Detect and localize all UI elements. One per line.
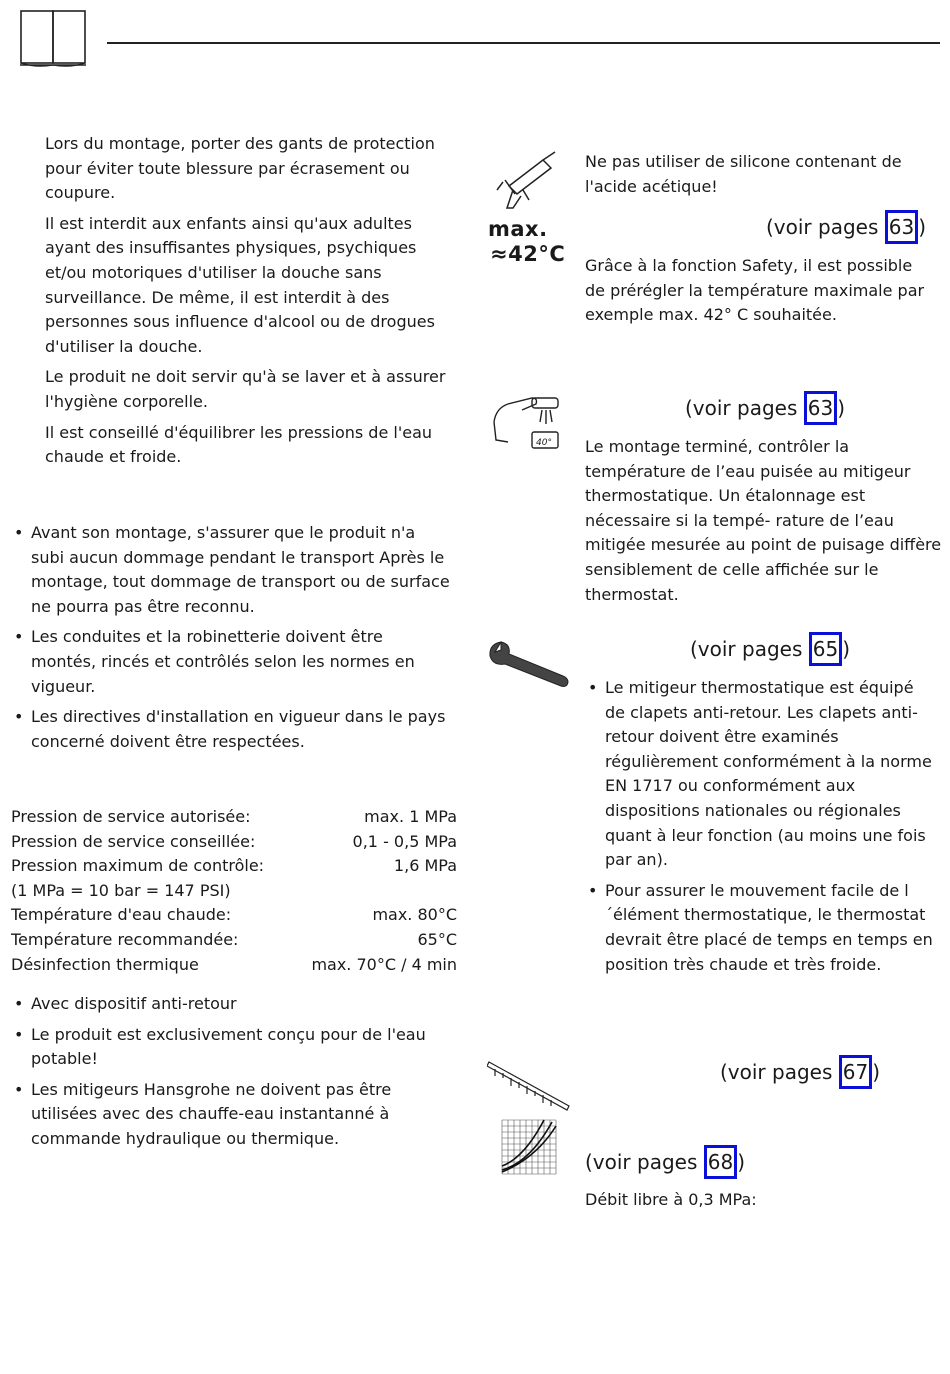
page-link[interactable]: 68 xyxy=(704,1145,737,1179)
page-reference: (voir pages 67 ) xyxy=(720,1055,880,1089)
spec-value: 1,6 MPa xyxy=(393,856,457,876)
spec-value: max. 70°C / 4 min xyxy=(311,954,457,974)
montage-bullet-list xyxy=(11,521,451,760)
silicone-warning: Ne pas utiliser de silicone contenant de l'acide acétique! xyxy=(585,152,902,196)
header-rule xyxy=(107,42,940,44)
spec-row xyxy=(11,830,457,855)
page-link[interactable]: 67 xyxy=(839,1055,872,1089)
spec-label: Désinfection thermique xyxy=(11,954,199,974)
spec-label: Pression de service conseillée: xyxy=(11,831,256,851)
spec-value: 65°C xyxy=(417,929,457,949)
spec-label: (1 MPa = 10 bar = 147 PSI) xyxy=(11,880,231,900)
wrench-icon xyxy=(487,636,571,692)
spec-row xyxy=(11,879,457,904)
safety-paragraph: Il est conseillé d'équilibrer les pressions de l'eau chaude et froide. xyxy=(45,422,433,467)
page-link[interactable]: 63 xyxy=(804,391,837,425)
safety-paragraph: Le produit ne doit servir qu'à se laver et à assurer l'hygiène corporelle. xyxy=(45,367,446,411)
spec-row xyxy=(11,854,457,879)
spec-label: Pression de service autorisée: xyxy=(11,807,251,826)
list-item: • Les mitigeurs Hansgrohe ne doivent pas être utilisées avec des chauffe-eau instantanné à commande hydraulique ou thermique. xyxy=(11,1078,451,1152)
spec-row xyxy=(11,903,457,928)
spec-label: Pression maximum de contrôle: xyxy=(11,856,265,876)
list-item: • Le mitigeur thermostatique est équipé de clapets anti-retour. Les clapets anti-retour doivent être examinés régulièrement conformément à la norme EN 1717 ou conformément aux dispositions nationales ou régionales quant à leur fonction (au moins une fois par an). xyxy=(585,676,937,873)
list-item: • Les directives d'installation en vigueur dans le pays concerné doivent être respectées. xyxy=(11,705,451,754)
list-item: • Avec dispositif anti-retour xyxy=(11,992,451,1017)
page-reference: (voir pages 68 ) xyxy=(585,1145,745,1179)
thermometer-hand-icon xyxy=(492,392,564,452)
list-item: • Les conduites et la robinetterie doivent être montés, rincés et contrôlés selon les normes en vigueur. xyxy=(11,625,451,699)
spec-label: Température d'eau chaude: xyxy=(11,905,232,925)
manual-book-icon xyxy=(18,8,88,68)
spec-value: 0,1 - 0,5 MPa xyxy=(352,831,457,851)
maintenance-bullet-list xyxy=(585,676,937,983)
safety-paragraph: Il est interdit aux enfants ainsi qu'aux adultes ayant des insuffisantes physiques, psychiques et/ou motoriques d'utiliser la douche sans surveillance. De même, il est interdit à des personnes sous influence d'alcool ou de drogues d'utiliser la douche. xyxy=(45,213,435,356)
flow-diagram-icon xyxy=(500,1118,558,1176)
svg-text:40°: 40° xyxy=(536,438,552,448)
spec-row xyxy=(11,953,457,978)
list-item: • Avant son montage, s'assurer que le produit n'a subi aucun dommage pendant le transport Après le montage, tout dommage de transport ou de surface ne pourra pas être reconnu. xyxy=(11,521,451,619)
spec-row xyxy=(11,928,457,953)
safety-paragraph: Lors du montage, porter des gants de protection pour éviter toute blessure par écrasement ou coupure. xyxy=(45,134,435,203)
spec-value: max. 1 MPa xyxy=(364,807,457,826)
page-reference: (voir pages 63 ) xyxy=(766,210,926,244)
max-temperature-label: ≈42°C xyxy=(490,242,566,266)
silicone-gun-icon xyxy=(493,150,561,212)
safety-function-text: Grâce à la fonction Safety, il est possible de prérégler la température maximale par exemple max. 42° C souhaitée. xyxy=(585,256,925,325)
spec-row xyxy=(11,805,457,830)
spec-label: Température recommandée: xyxy=(11,929,239,949)
max-label: max. xyxy=(488,217,548,241)
spec-bullet-list xyxy=(11,992,451,1158)
page-link[interactable]: 65 xyxy=(809,632,842,666)
flow-rate-label: Débit libre à 0,3 MPa: xyxy=(585,1190,757,1209)
spec-table xyxy=(11,805,457,977)
spec-value: max. 80°C xyxy=(372,905,457,925)
page-reference: (voir pages 65 ) xyxy=(690,632,850,666)
list-item: • Le produit est exclusivement conçu pour de l'eau potable! xyxy=(11,1023,451,1072)
page-link[interactable]: 63 xyxy=(885,210,918,244)
page-reference: (voir pages 63 ) xyxy=(685,391,845,425)
calibration-text: Le montage terminé, contrôler la température de l’eau puisée au mitigeur thermostatique. Un étalonnage est nécessaire si la tempé- rature de l’eau mitigée mesurée au point de puisage diffère sensiblement de celle affichée sur le thermostat. xyxy=(585,437,942,604)
ruler-dimensions-icon xyxy=(487,1058,571,1116)
safety-notes xyxy=(45,132,465,470)
list-item: • Pour assurer le mouvement facile de l´élément thermostatique, le thermostat devrait être placé de temps en temps en position très chaude et très froide. xyxy=(585,879,937,977)
